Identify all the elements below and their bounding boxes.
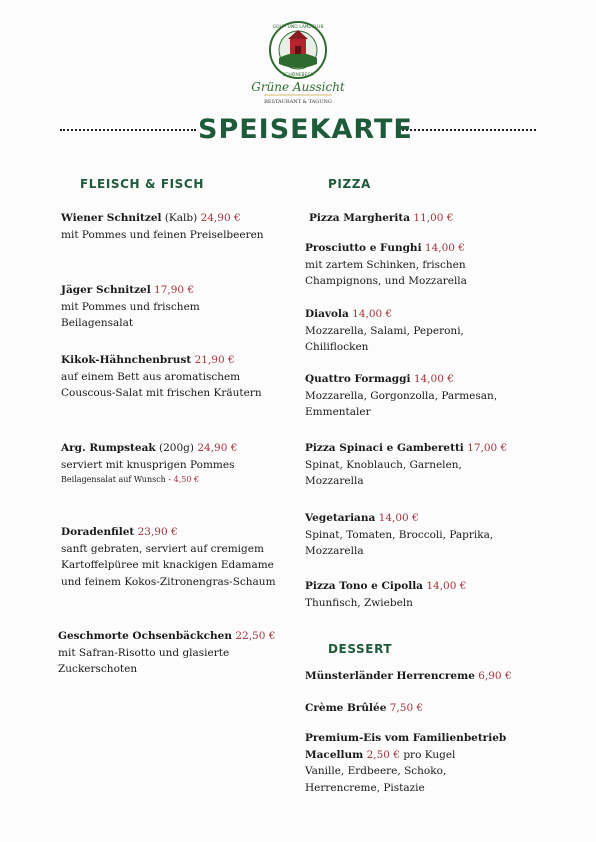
svg-text:Grüne Aussicht: Grüne Aussicht	[251, 80, 345, 94]
menu-item-quattro-formaggi	[305, 371, 520, 421]
menu-item-premium-eis	[305, 730, 530, 796]
menu-item-kikok-haehnchenbrust	[61, 352, 271, 402]
item-name: Jäger Schnitzel	[61, 284, 151, 296]
item-description: Mozzarella, Salami, Peperoni, Chiliflocken	[305, 324, 464, 353]
item-name: Vegetariana	[305, 512, 376, 524]
menu-item-pizza-tono-e-cipolla	[305, 578, 535, 611]
menu-item-doradenfilet	[61, 524, 276, 590]
dotted-divider-left	[60, 129, 196, 131]
item-price: 14,00 €	[352, 308, 393, 320]
item-price: 23,90 €	[137, 526, 178, 538]
menu-item-creme-brulee	[305, 700, 423, 717]
item-description: Thunfisch, Zwiebeln	[305, 596, 413, 609]
item-price: 22,50 €	[235, 630, 276, 642]
title-row	[60, 114, 536, 146]
restaurant-logo	[250, 20, 346, 106]
item-price: 24,90 €	[200, 212, 241, 224]
item-price: 17,90 €	[154, 284, 195, 296]
item-description: serviert mit knusprigen Pommes	[61, 458, 235, 471]
item-price: 14,00 €	[413, 373, 454, 385]
item-price: 14,00 €	[424, 242, 465, 254]
menu-item-muensterlaender-herrencreme	[305, 668, 512, 685]
item-description: sanft gebraten, serviert auf cremigem Kartoffelpüree mit knackigen Edamame und feinem Kokos-Zitronengras-Schaum	[61, 542, 276, 588]
menu-item-arg-rumpsteak	[61, 440, 281, 487]
item-name: Pizza Tono e Cipolla	[305, 580, 423, 592]
item-name: Wiener Schnitzel	[61, 212, 162, 224]
item-description: Spinat, Tomaten, Broccoli, Paprika, Mozzarella	[305, 528, 494, 557]
item-description: mit Pommes und frischem Beilagensalat	[61, 300, 200, 329]
item-name: Geschmorte Ochsenbäckchen	[58, 630, 232, 642]
menu-item-geschmorte-ochsenbaeckchen	[58, 628, 288, 678]
item-name: Premium-Eis vom Familienbetrieb Macellum	[305, 732, 507, 761]
dotted-divider-right	[402, 129, 536, 131]
svg-text:SCHÖNEBECK: SCHÖNEBECK	[282, 73, 314, 78]
item-name: Doradenfilet	[61, 526, 135, 538]
menu-item-pizza-spinaci-e-gamberetti	[305, 440, 535, 490]
section-heading-dessert: DESSERT	[328, 642, 393, 656]
svg-text:RESTAURANT & TAGUNG: RESTAURANT & TAGUNG	[264, 99, 332, 105]
item-portion: (200g)	[155, 442, 198, 454]
menu-item-prosciutto-e-funghi	[305, 240, 505, 290]
section-heading-fleisch-fisch: FLEISCH & FISCH	[80, 177, 204, 191]
item-name: Diavola	[305, 308, 349, 320]
item-price: 24,90 €	[197, 442, 238, 454]
item-price-suffix: pro Kugel	[399, 748, 456, 761]
item-description: auf einem Bett aus aromatischem Couscous-Salat mit frischen Kräutern	[61, 370, 262, 399]
item-description: Spinat, Knoblauch, Garnelen, Mozzarella	[305, 458, 462, 487]
item-name: Crème Brûlée	[305, 702, 387, 714]
item-price: 2,50 €	[366, 748, 400, 761]
menu-item-wiener-schnitzel	[61, 210, 264, 243]
item-price: 21,90 €	[194, 354, 235, 366]
item-price: 11,00 €	[413, 212, 454, 224]
menu-item-diavola	[305, 306, 505, 356]
item-price: 7,50 €	[389, 702, 424, 714]
section-heading-pizza: PIZZA	[328, 177, 371, 191]
item-description: Vanille, Erdbeere, Schoko, Herrencreme, Pistazie	[305, 765, 447, 794]
item-name: Münsterländer Herrencreme	[305, 670, 475, 682]
menu-item-vegetariana	[305, 510, 535, 560]
item-price: 6,90 €	[478, 670, 512, 682]
item-price: 14,00 €	[378, 512, 419, 524]
menu-item-jaeger-schnitzel	[61, 282, 231, 332]
item-side-note: Beilagensalat auf Wunsch - 4,50 €	[61, 475, 200, 484]
item-description: mit zartem Schinken, frischen Champignons, und Mozzarella	[305, 258, 467, 287]
item-price: 14,00 €	[426, 580, 467, 592]
item-portion: (Kalb)	[161, 212, 201, 224]
item-name: Arg. Rumpsteak	[61, 442, 156, 454]
item-name: Pizza Margherita	[309, 212, 411, 224]
page-title: SPEISEKARTE	[198, 114, 413, 145]
item-name: Prosciutto e Funghi	[305, 242, 422, 254]
item-description: mit Safran-Risotto und glasierte Zuckerschoten	[58, 646, 230, 675]
item-description: mit Pommes und feinen Preiselbeeren	[61, 228, 264, 241]
item-price: 17,00 €	[467, 442, 508, 454]
item-name: Quattro Formaggi	[305, 373, 411, 385]
svg-text:GOLF- UND LANDCLUB: GOLF- UND LANDCLUB	[272, 25, 324, 30]
item-name: Kikok-Hähnchenbrust	[61, 354, 192, 366]
menu-item-pizza-margherita	[309, 210, 453, 227]
item-name: Pizza Spinaci e Gamberetti	[305, 442, 464, 454]
item-description: Mozzarella, Gorgonzolla, Parmesan, Emmentaler	[305, 389, 498, 418]
